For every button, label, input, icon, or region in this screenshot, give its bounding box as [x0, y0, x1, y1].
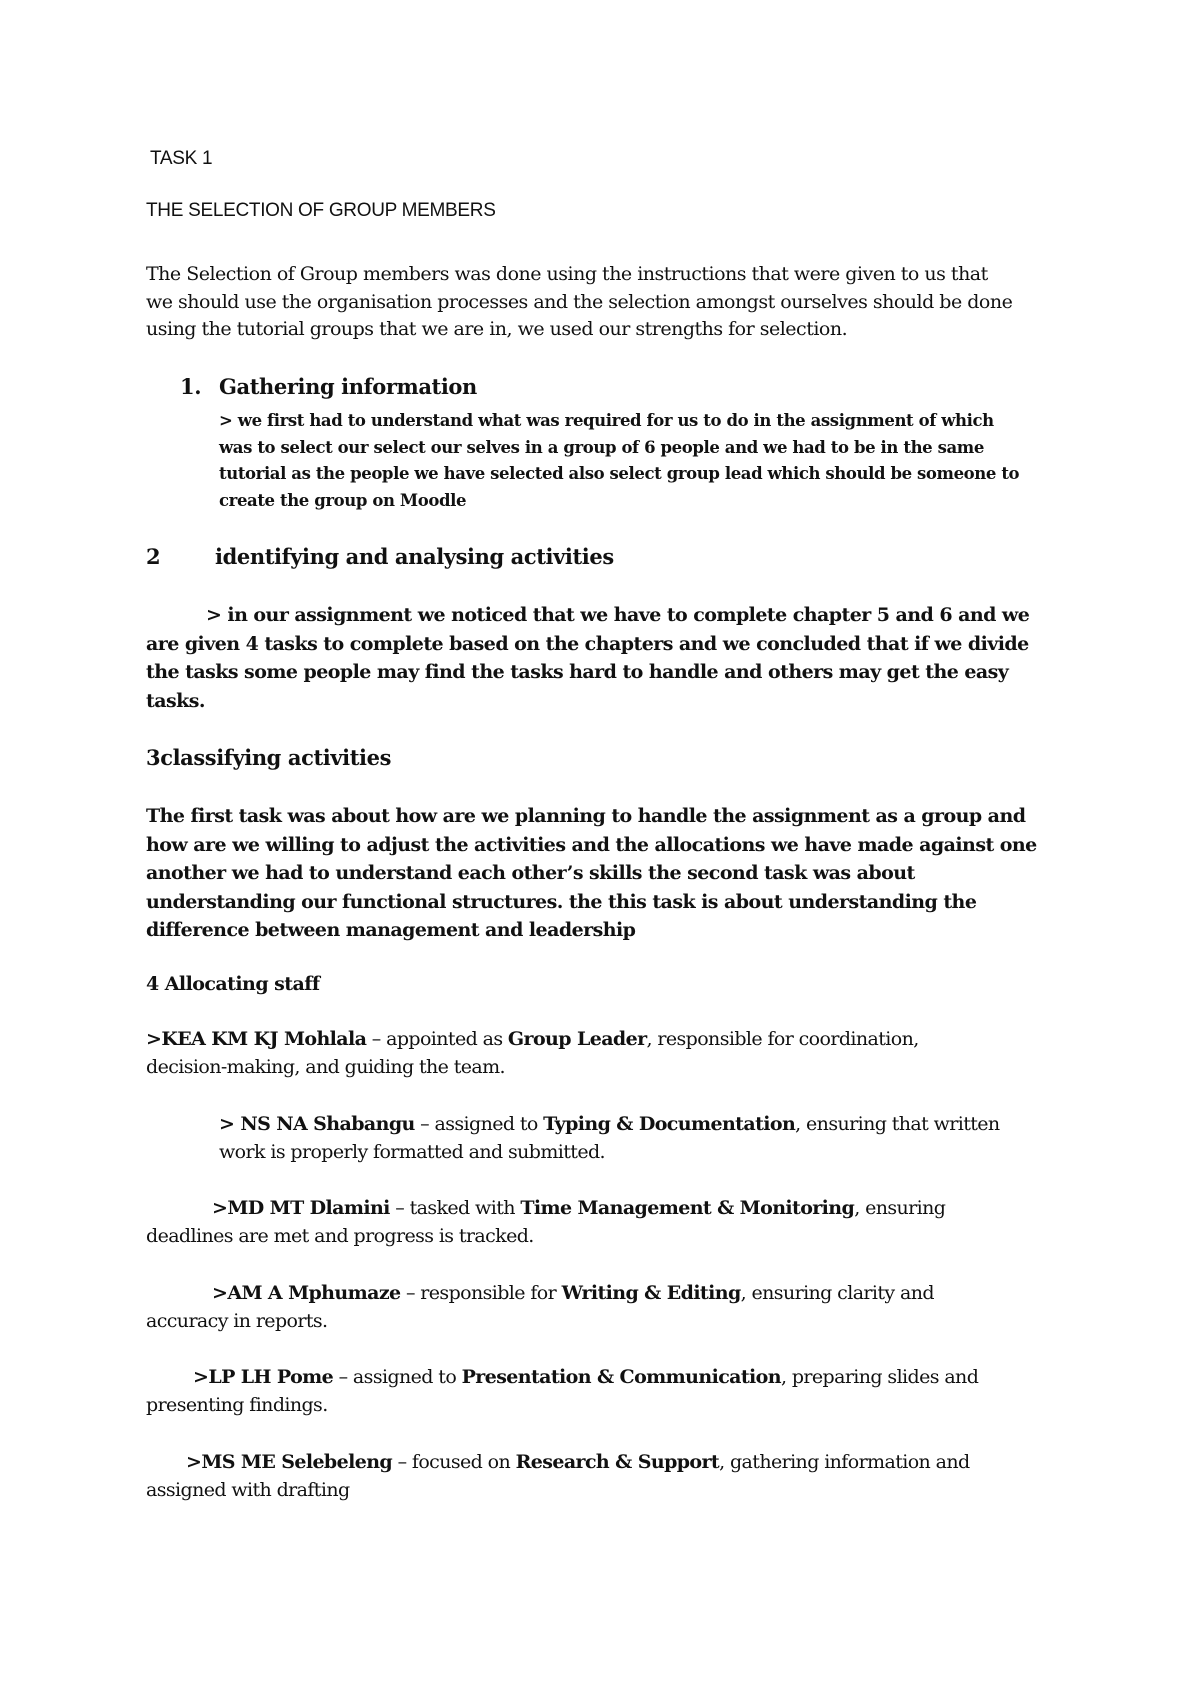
item-3-line: difference between management and leadership: [146, 919, 636, 941]
item-4-heading: 4 Allocating staff: [146, 973, 320, 995]
intro-paragraph: [146, 261, 1012, 344]
staff-pre: – focused on: [392, 1451, 516, 1473]
staff-pre: – assigned to: [333, 1366, 462, 1388]
staff-line2: decision-making, and guiding the team.: [146, 1056, 506, 1078]
item-2-heading: identifying and analysing activities: [215, 544, 614, 569]
staff-post: , ensuring that written: [795, 1113, 1000, 1135]
staff-post: , gathering information and: [719, 1451, 970, 1473]
staff-line2: work is properly formatted and submitted.: [219, 1141, 605, 1163]
staff-entry: [146, 1279, 934, 1335]
item-1-number: 1.: [180, 374, 202, 399]
staff-line2: presenting findings.: [146, 1394, 328, 1416]
staff-entry: [146, 1025, 919, 1081]
item-1-line: tutorial as the people we have selected also select group lead which should be someone to: [219, 464, 1020, 483]
staff-name: > NS NA Shabangu: [219, 1113, 415, 1135]
staff-role: Time Management & Monitoring: [520, 1197, 855, 1219]
staff-pre: – assigned to: [414, 1113, 544, 1135]
staff-pre: – appointed as: [366, 1028, 508, 1050]
staff-name: >KEA KM KJ Mohlala: [146, 1028, 367, 1050]
staff-post: , ensuring: [854, 1197, 946, 1219]
staff-entry: [146, 1194, 945, 1250]
staff-line2: assigned with drafting: [146, 1479, 350, 1501]
staff-name: >AM A Mphumaze: [212, 1282, 401, 1304]
item-2-line: the tasks some people may find the tasks hard to handle and others may get the easy: [146, 661, 1009, 683]
item-2-line: are given 4 tasks to complete based on the chapters and we concluded that if we divide: [146, 632, 1029, 655]
section-title: THE SELECTION OF GROUP MEMBERS: [146, 200, 496, 221]
item-3-line: The first task was about how are we planning to handle the assignment as a group and: [146, 805, 1026, 827]
item-3-line: how are we willing to adjust the activities and the allocations we have made against one: [146, 833, 1037, 856]
staff-line2: deadlines are met and progress is tracked.: [146, 1225, 534, 1247]
task-label: TASK 1: [150, 148, 213, 169]
staff-name: >MD MT Dlamini: [212, 1197, 390, 1219]
item-1-heading: Gathering information: [219, 374, 477, 399]
staff-role: Group Leader: [507, 1028, 647, 1050]
staff-post: , responsible for coordination,: [646, 1028, 919, 1050]
staff-entry: [146, 1363, 978, 1419]
item-2-line: > in our assignment we noticed that we have to complete chapter 5 and 6 and we: [206, 604, 1030, 626]
intro-line: we should use the organisation processes and the selection amongst ourselves should be done: [146, 290, 1013, 313]
item-1-line: create the group on Moodle: [219, 490, 467, 510]
staff-post: , preparing slides and: [780, 1366, 979, 1388]
item-1-line: > we first had to understand what was required for us to do in the assignment of which: [219, 411, 994, 430]
staff-entry: [219, 1110, 1000, 1166]
staff-role: Writing & Editing: [561, 1282, 741, 1304]
item-2-line: tasks.: [146, 689, 205, 712]
item-2-number: 2: [146, 544, 161, 569]
staff-post: , ensuring clarity and: [740, 1282, 934, 1304]
intro-line: The Selection of Group members was done using the instructions that were given to us that: [146, 263, 988, 285]
staff-entry: [146, 1448, 970, 1504]
staff-line2: accuracy in reports.: [146, 1310, 328, 1332]
staff-role: Presentation & Communication: [461, 1366, 781, 1388]
staff-role: Typing & Documentation: [543, 1113, 796, 1135]
staff-pre: – responsible for: [400, 1282, 562, 1304]
item-1-body: [219, 408, 1019, 514]
staff-role: Research & Support: [515, 1451, 720, 1473]
item-2-body: [146, 601, 1029, 715]
staff-name: >MS ME Selebeleng: [186, 1451, 393, 1473]
item-3-heading: 3classifying activities: [146, 745, 391, 770]
item-3-line: understanding our functional structures. the this task is about understanding the: [146, 890, 977, 913]
item-3-line: another we had to understand each other’s skills the second task was about: [146, 862, 915, 884]
staff-name: >LP LH Pome: [193, 1366, 334, 1388]
staff-pre: – tasked with: [389, 1197, 521, 1219]
item-3-body: [146, 802, 1037, 945]
intro-line: using the tutorial groups that we are in, we used our strengths for selection.: [146, 318, 848, 340]
item-1-line: was to select our select our selves in a group of 6 people and we had to be in the same: [219, 437, 984, 457]
